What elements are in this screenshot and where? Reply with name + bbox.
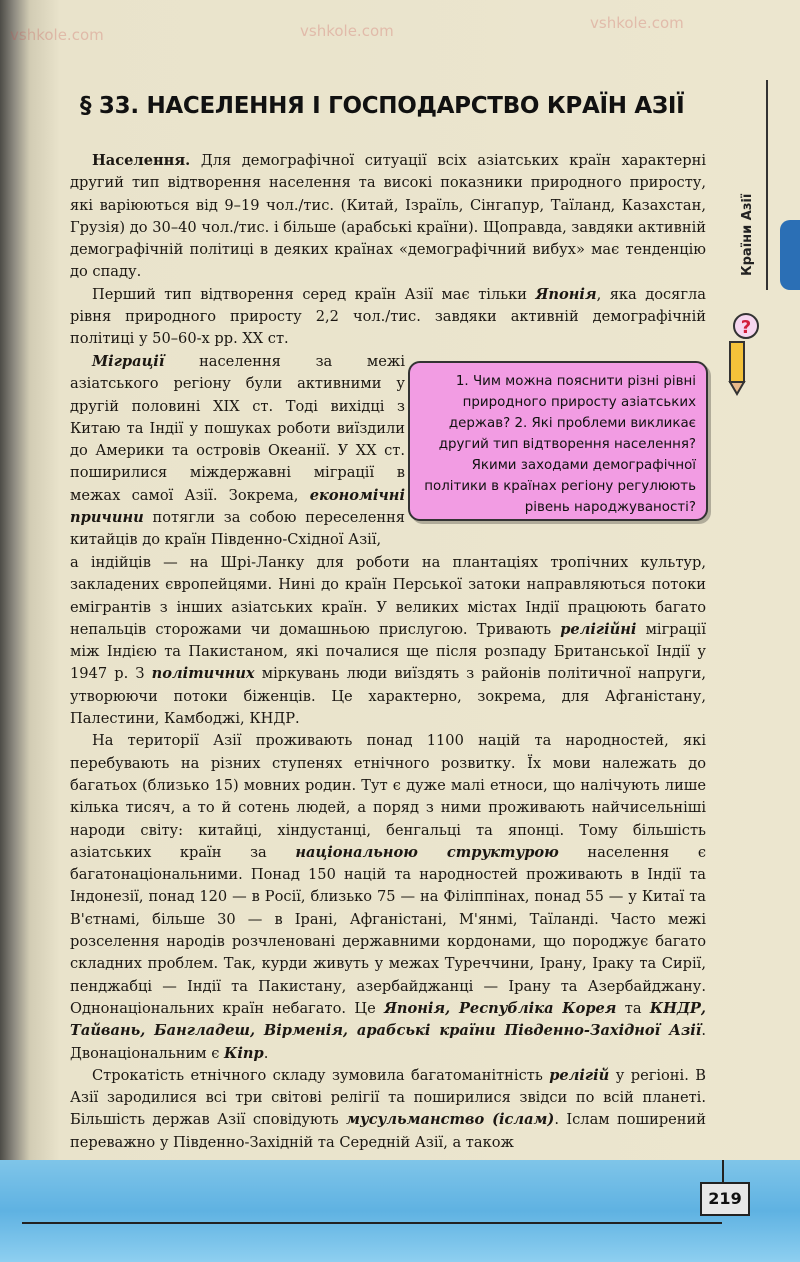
text-block-migrations — [70, 351, 405, 552]
question-mark-pencil-icon — [718, 312, 762, 396]
side-divider — [766, 80, 768, 290]
paragraph-population: Населення. Для демографічної ситуації всіх азіатських країн характерні другий тип відтворення населення та високі показники природного приросту, які варіюються від 9–19 чол./тис. (Китай, Ізраїль, Сінгапур, Таїланд, Казахстан, Грузія) до 30–40 чол./тис. і більше (арабські країни). Щоправда, завдяки активній демографічній політиці в деяких країнах «демографічний вибух» має тенденцію до спаду. — [70, 152, 706, 281]
footer-band — [0, 1160, 800, 1262]
section-side-label: Країни Азії — [740, 193, 755, 277]
text-block-upper — [70, 150, 706, 351]
footer-divider — [722, 1160, 724, 1184]
paragraph-migrations: Міграції населення за межі азіатського регіону були активними у другій половині XIX ст. Тоді вихідці з Китаю та Індії у пошуках роботи виїздили до Америки та островів Океанії. У XX ст. поширилися міждержавні міграції в межах самої Азії. Зокрема, економічні причини потягли за собою переселення китайців до країн Південно-Східної Азії, — [70, 353, 405, 549]
paragraph-migrations-cont: а індійців — на Шрі-Ланку для роботи на плантаціях тропічних культур, закладених європейцями. Нині до країн Перської затоки направляються потоки емігрантів з інших азіатських країн. У великих містах Індії працюють багато непальців сторожами чи домашньою прислугою. Тривають релігійні міграції між Індією та Пакистаном, які почалися ще після розпаду Британської Індії у 1947 р. З політичних міркувань люди виїздять з районів політичної напруги, утворюючи потоки біженців. Це характерно, зокрема, для Афганістану, Палестини, Камбоджі, КНДР. — [70, 554, 706, 728]
text-block-lower — [70, 552, 706, 1154]
page-number: 219 — [700, 1182, 750, 1216]
watermark: vshkole.com — [300, 22, 394, 40]
svg-text:?: ? — [740, 317, 752, 338]
page-title: § 33. НАСЕЛЕННЯ І ГОСПОДАРСТВО КРАЇН АЗІЇ — [80, 93, 685, 119]
watermark: vshkole.com — [590, 14, 684, 32]
footer-rule — [22, 1222, 722, 1224]
paragraph-religion: Строкатість етнічного складу зумовила багатоманітність релігій у регіоні. В Азії зародилися всі три світові релігії та поширилися звідси по всій планеті. Більшість держав Азії сповідують мусульманство (іслам). Іслам поширений переважно у Південно-Західній та Середній Азії, а також — [70, 1066, 706, 1151]
questions-box: 1. Чим можна пояснити різні рівні природного приросту азіатських держав? 2. Які проблеми викликає другий тип відтворення населення? Якими заходами демографічної політики в країнах регіону регулюють рівень народжуваності? — [408, 361, 708, 521]
paragraph-japan: Перший тип відтворення серед країн Азії має тільки Японія, яка досягла рівня природного приросту 2,2 чол./тис. завдяки активній демографічній політиці у 50–60-х рр. XX ст. — [70, 285, 706, 348]
chapter-tab — [780, 220, 800, 290]
paragraph-ethnic: На території Азії проживають понад 1100 націй та народностей, які перебувають на різних ступенях етнічного розвитку. Їх мови належать до багатьох (близько 15) мовних родин. Тут є дуже малі етноси, що налічують лише кілька тисяч, а то й сотень людей, а поряд з ними проживають найчисельніші народи світу: китайці, хіндустанці, бенгальці та японці. Тому більшість азіатських країн за національною структурою населення є багатонаціональними. Понад 150 націй та народностей проживають в Індії та Індонезії, понад 120 — в Росії, близько 75 — на Філіппінах, понад 55 — у Китаї та В'єтнамі, більше 30 — в Ірані, Афганістані, М'янмі, Таїланді. Часто межі розселення народів розчленовані державними кордонами, що породжує багато складних проблем. Так, курди живуть у межах Туреччини, Ірану, Іраку та Сирії, пенджабці — Індії та Пакистану, азербайджанці — Ірану та Азербайджану. Однонаціональних країн небагато. Це Японія, Республіка Корея та КНДР, Тайвань, Бангладеш, Вірменія, арабські країни Південно-Західної Азії. Двонаціональним є Кіпр. — [70, 732, 706, 1062]
watermark: vshkole.com — [10, 26, 104, 44]
